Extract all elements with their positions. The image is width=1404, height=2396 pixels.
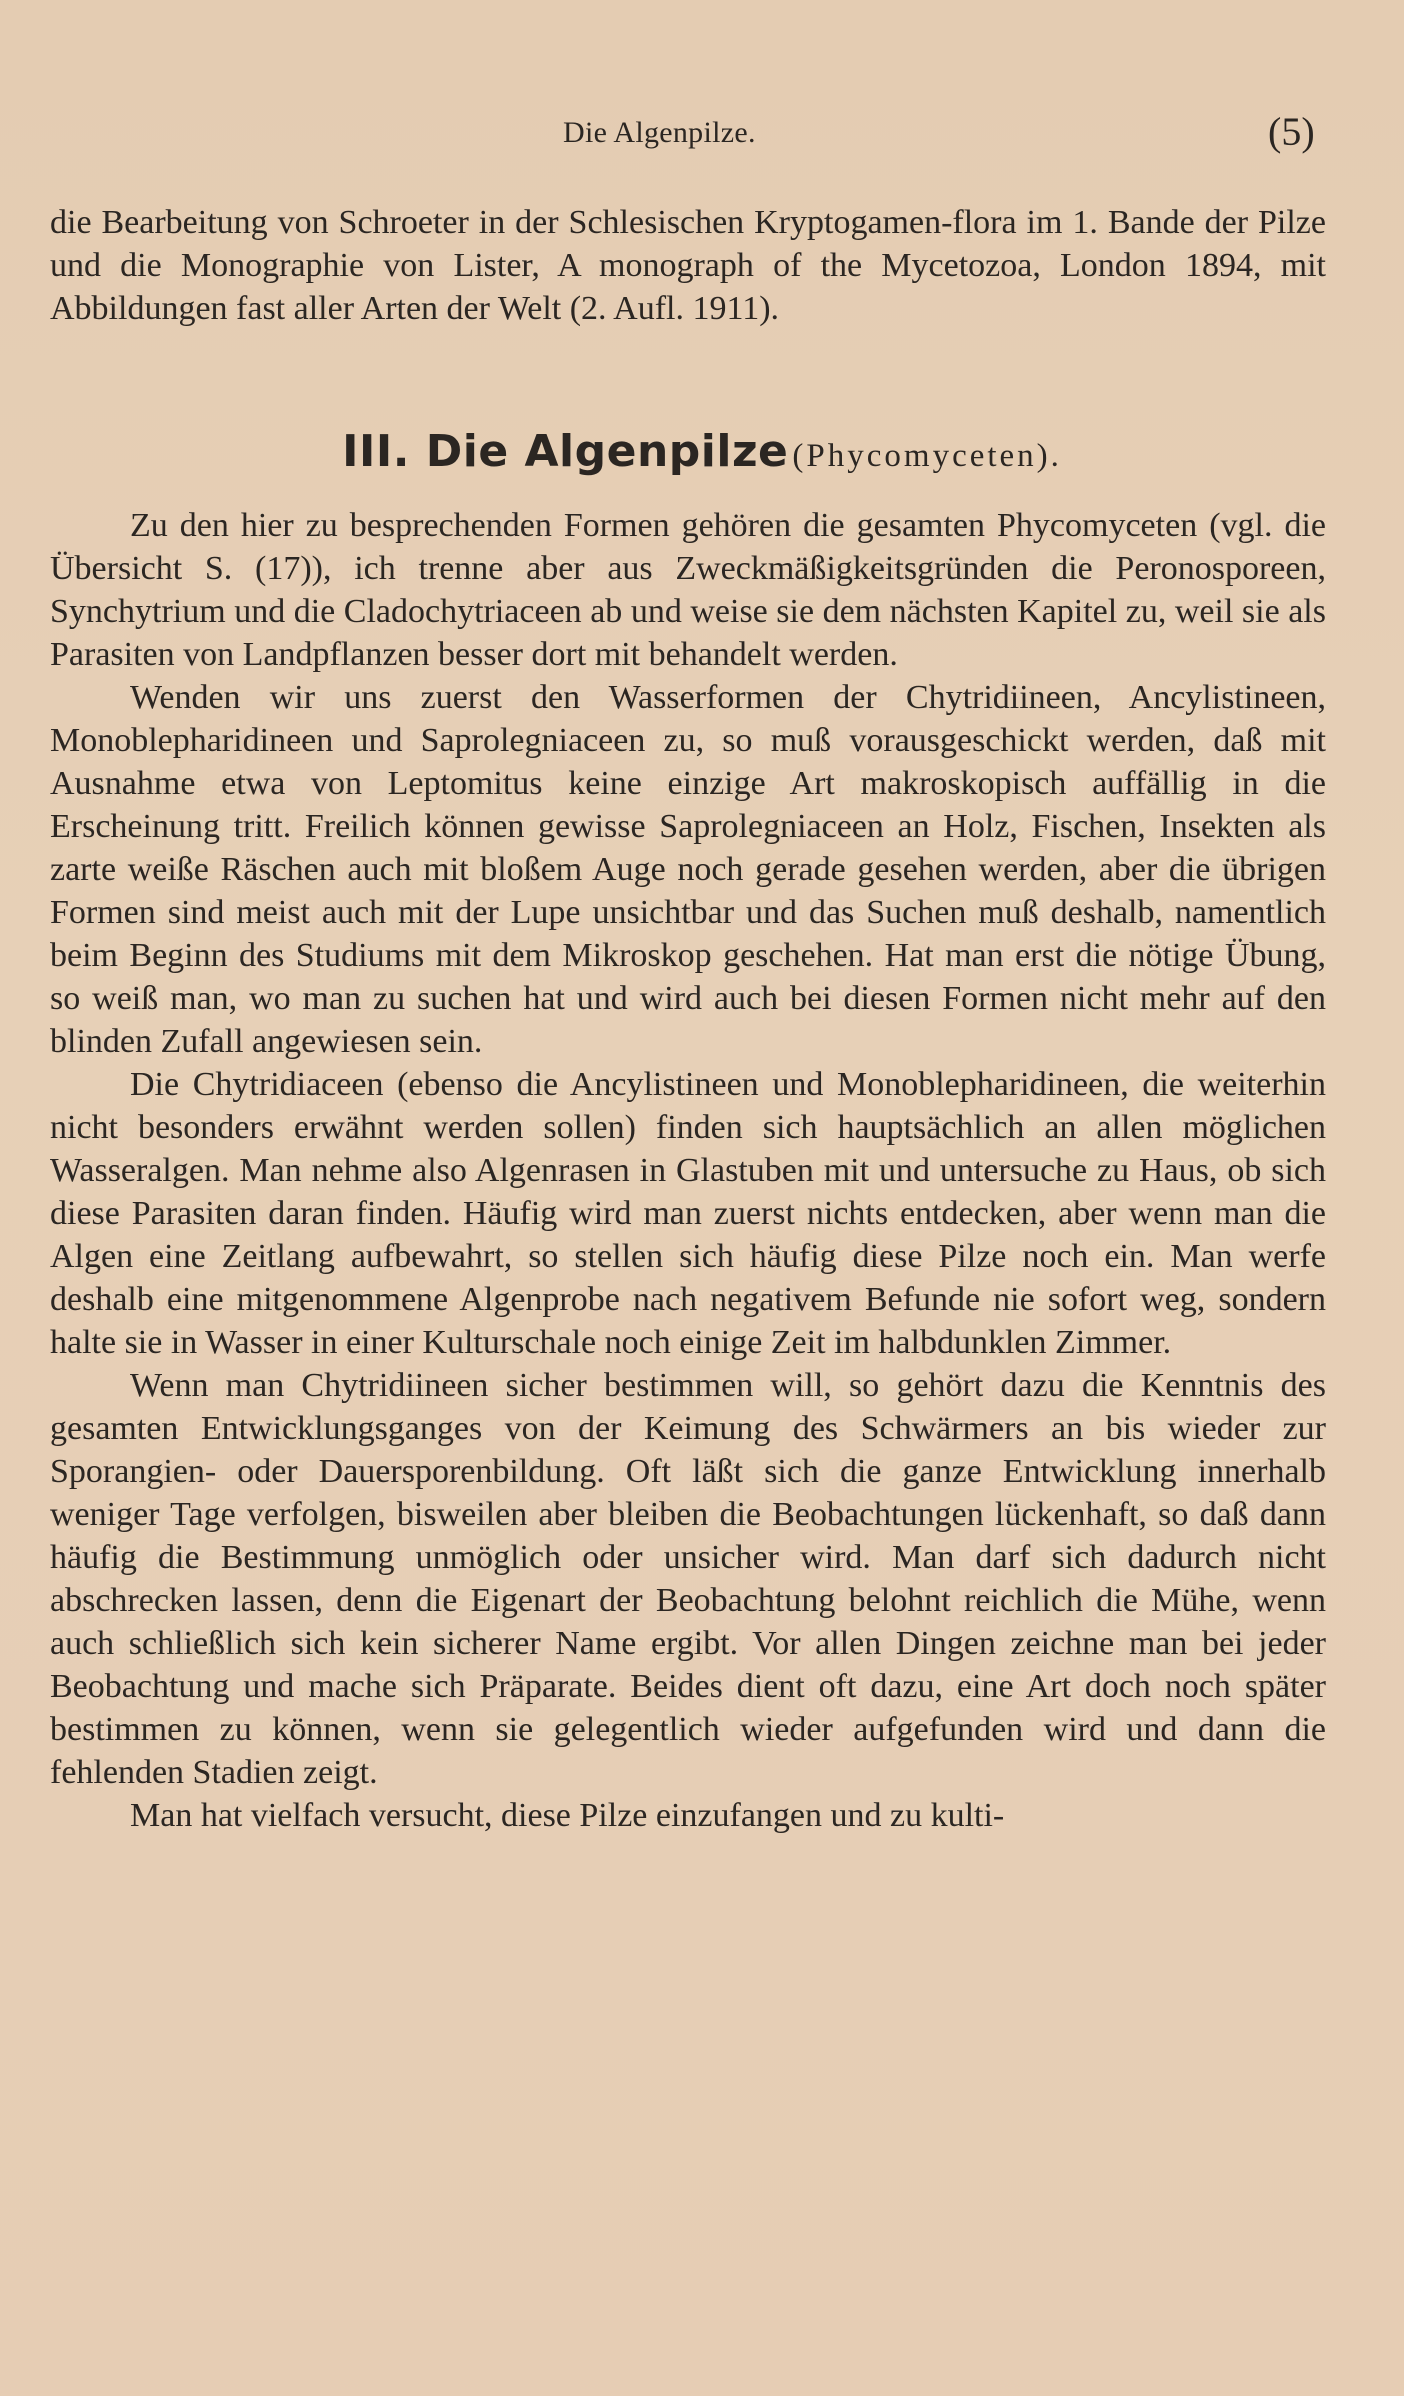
paragraph-1: Zu den hier zu besprechenden Formen gehören die gesamten Phycomyceten (vgl. die Übersicht S. (17)), ich trenne aber aus Zweckmäßigkeitsgründen die Peronosporeen, Synchytrium und die Cladochytriaceen ab und weise sie dem nächsten Kapitel zu, weil sie als Parasiten von Landpflanzen besser dort mit behandelt werden.	[50, 507, 1326, 673]
paragraph-3: Die Chytridiaceen (ebenso die Ancylistineen und Monoblepharidineen, die weiterhin nicht besonders erwähnt werden sollen) finden sich hauptsächlich an allen möglichen Wasseralgen. Man nehme also Algenrasen in Glastuben mit und untersuche zu Haus, ob sich diese Parasiten daran finden. Häufig wird man zuerst nichts entdecken, aber wenn man die Algen eine Zeitlang aufbewahrt, so stellen sich häufig diese Pilze noch ein. Man werfe deshalb eine mitgenommene Algenprobe nach negativem Befunde nie sofort weg, sondern halte sie in Wasser in einer Kulturschale noch einige Zeit im halbdunklen Zimmer.	[50, 1066, 1326, 1361]
section-subtitle: (Phycomyceten).	[792, 438, 1062, 474]
paragraph-5: Man hat vielfach versucht, diese Pilze einzufangen und zu kulti-	[130, 1797, 1005, 1834]
section-heading	[0, 426, 1404, 477]
paragraph-2: Wenden wir uns zuerst den Wasserformen der Chytridiineen, Ancylistineen, Monoblepharidineen und Saprolegniaceen zu, so muß vorausgeschickt werden, daß mit Ausnahme etwa von Leptomitus keine einzige Art makroskopisch auffällig in die Erscheinung tritt. Freilich können gewisse Saprolegniaceen an Holz, Fischen, Insekten als zarte weiße Räschen auch mit bloßem Auge noch gerade gesehen werden, aber die übrigen Formen sind meist auch mit der Lupe unsichtbar und das Suchen muß deshalb, namentlich beim Beginn des Studiums mit dem Mikroskop geschehen. Hat man erst die nötige Übung, so weiß man, wo man zu suchen hat und wird auch bei diesen Formen nicht mehr auf den blinden Zufall angewiesen sein.	[50, 679, 1326, 1060]
section-title: III. Die Algenpilze	[342, 426, 789, 477]
body-text	[50, 504, 1326, 1837]
intro-text: die Bearbeitung von Schroeter in der Schlesischen Kryptogamen-flora im 1. Bande der Pilze und die Monographie von Lister, A monograph of the Mycetozoa, London 1894, mit Abbildungen fast aller Arten der Welt (2. Aufl. 1911).	[50, 204, 1326, 327]
paragraph-4: Wenn man Chytridiineen sicher bestimmen will, so gehört dazu die Kenntnis des gesamten Entwicklungsganges von der Keimung des Schwärmers an bis wieder zur Sporangien- oder Dauersporenbildung. Oft läßt sich die ganze Entwicklung innerhalb weniger Tage verfolgen, bisweilen aber bleiben die Beobachtungen lückenhaft, so daß dann häufig die Bestimmung unmöglich oder unsicher wird. Man darf sich dadurch nicht abschrecken lassen, denn die Eigenart der Beobachtung belohnt reichlich die Mühe, wenn auch schließlich sich kein sicherer Name ergibt. Vor allen Dingen zeichne man bei jeder Beobachtung und mache sich Präparate. Beides dient oft dazu, eine Art doch noch später bestimmen zu können, wenn sie gelegentlich wieder aufgefunden wird und dann die fehlenden Stadien zeigt.	[50, 1367, 1326, 1791]
running-head	[0, 108, 1404, 168]
page-number: (5)	[1268, 109, 1315, 154]
intro-paragraph	[50, 201, 1326, 330]
running-title: Die Algenpilze.	[563, 116, 756, 149]
